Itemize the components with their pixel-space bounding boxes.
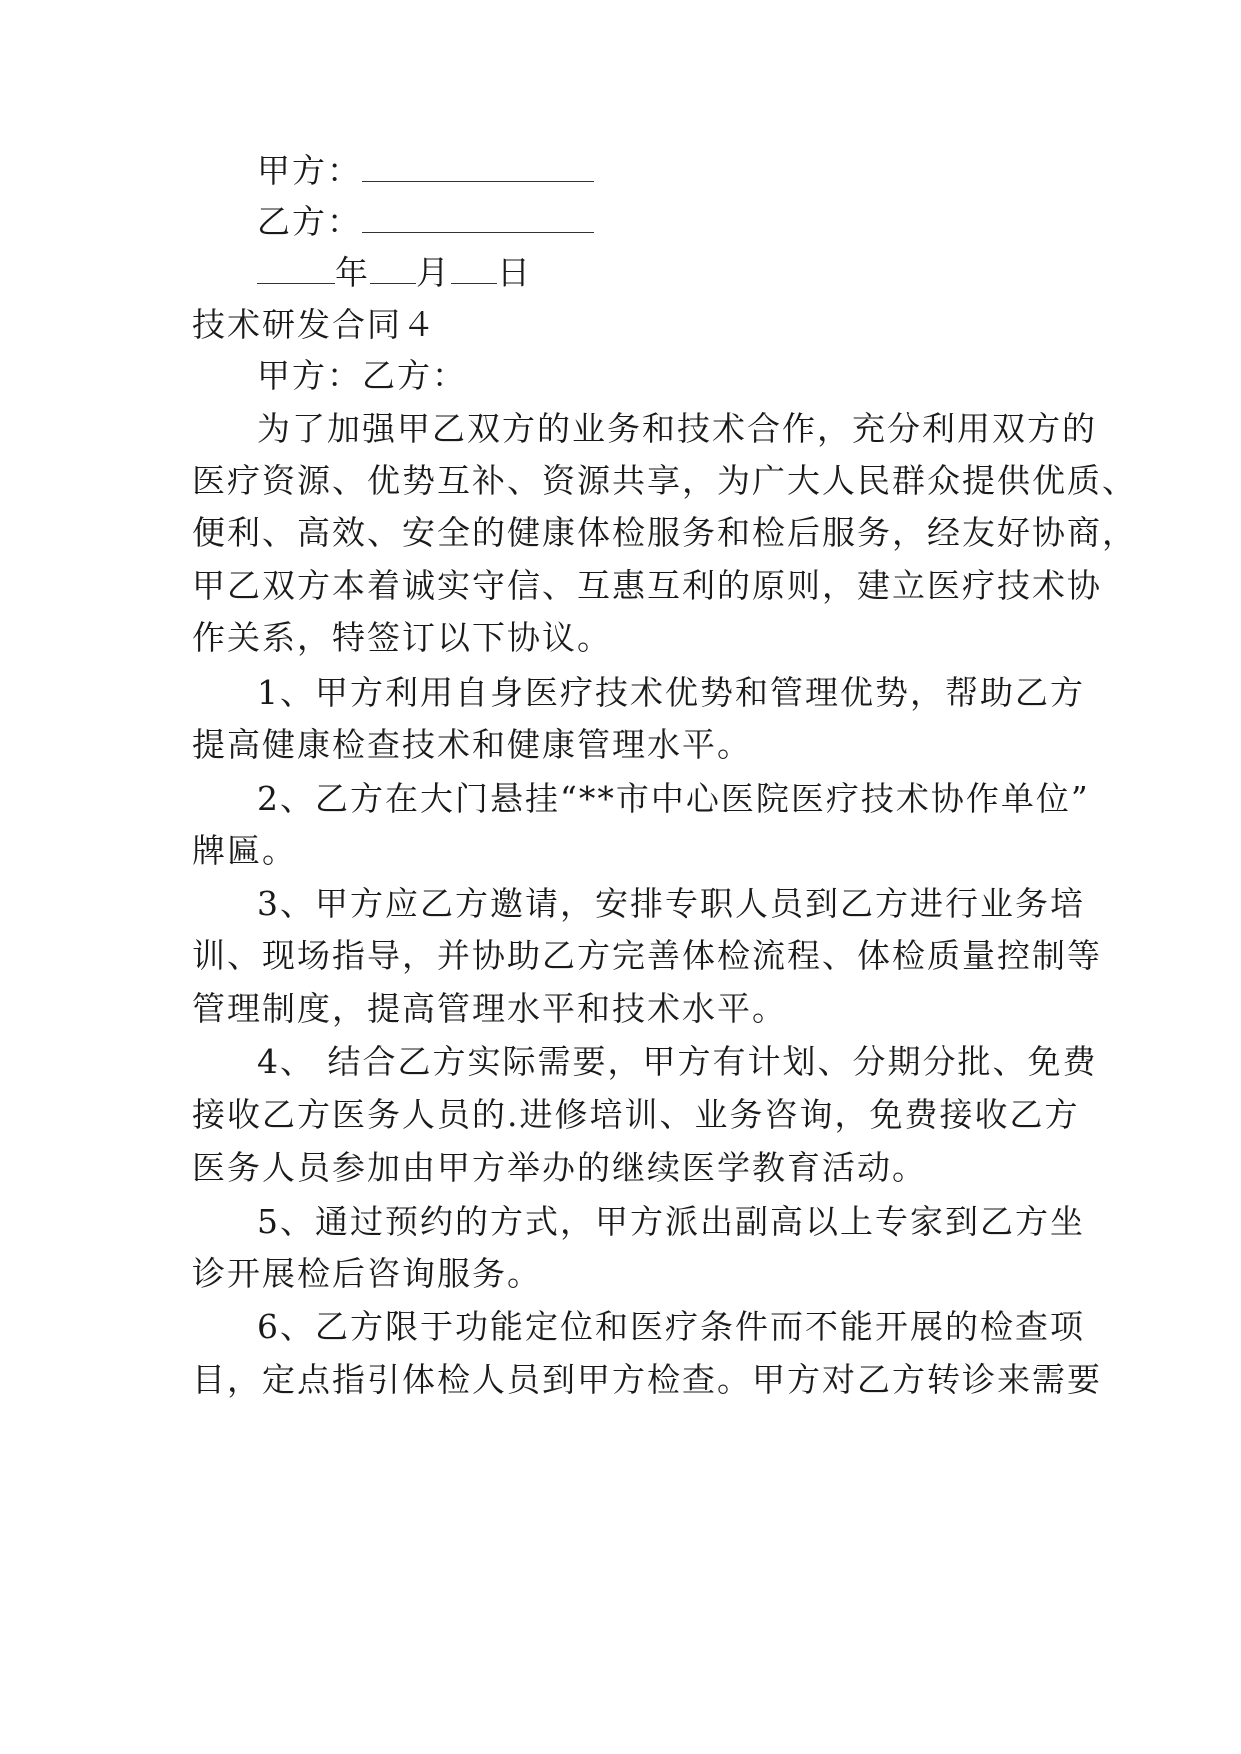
year-blank	[257, 255, 335, 284]
intro-line: 为了加强甲乙双方的业务和技术合作，充分利用双方的	[257, 409, 1097, 448]
clause-5-line: 诊开展检后咨询服务。	[192, 1254, 542, 1293]
party-a-signature-line	[257, 151, 1137, 191]
clause-3-line: 3、甲方应乙方邀请，安排专职人员到乙方进行业务培	[257, 884, 1085, 923]
intro-line: 便利、高效、安全的健康体检服务和检后服务，经友好协商，	[192, 513, 1137, 552]
clause-3-line: 训、现场指导，并协助乙方完善体检流程、体检质量控制等	[192, 936, 1102, 975]
clause-3-line: 管理制度，提高管理水平和技术水平。	[192, 989, 787, 1028]
day-blank	[451, 255, 497, 284]
party-b-label: 乙方：	[257, 202, 362, 241]
intro-line: 甲乙双方本着诚实守信、互惠互利的原则，建立医疗技术协	[192, 566, 1102, 605]
intro-line: 医疗资源、优势互补、资源共享，为广大人民群众提供优质、	[192, 461, 1137, 500]
party-b-blank	[362, 204, 594, 233]
year-label: 年	[335, 253, 370, 292]
month-label: 月	[416, 253, 451, 292]
clause-4-line: 医务人员参加由甲方举办的继续医学教育活动。	[192, 1148, 927, 1187]
day-label: 日	[497, 253, 532, 292]
clause-6-line: 目，定点指引体检人员到甲方检查。甲方对乙方转诊来需要	[192, 1360, 1102, 1399]
contract-title: 技术研发合同４	[192, 305, 437, 344]
parties-line: 甲方：乙方：	[257, 356, 467, 395]
clause-1-line: 1、甲方利用自身医疗技术优势和管理优势，帮助乙方	[257, 673, 1085, 712]
party-a-label: 甲方：	[257, 151, 362, 190]
clause-2-line: 牌匾。	[192, 831, 297, 870]
clause-1-line: 提高健康检查技术和健康管理水平。	[192, 725, 752, 764]
month-blank	[370, 255, 416, 284]
party-a-blank	[362, 153, 594, 182]
date-line	[257, 253, 1137, 293]
clause-4-line: 接收乙方医务人员的.进修培训、业务咨询，免费接收乙方	[192, 1095, 1080, 1134]
clause-4-line: 4、 结合乙方实际需要，甲方有计划、分期分批、免费	[257, 1042, 1098, 1081]
party-b-signature-line	[257, 202, 1137, 242]
clause-2-line: 2、乙方在大门悬挂“**市中心医院医疗技术协作单位”	[257, 779, 1090, 818]
clause-6-line: 6、乙方限于功能定位和医疗条件而不能开展的检查项	[257, 1307, 1085, 1346]
clause-5-line: 5、通过预约的方式，甲方派出副高以上专家到乙方坐	[257, 1202, 1085, 1241]
intro-line: 作关系，特签订以下协议。	[192, 618, 612, 657]
